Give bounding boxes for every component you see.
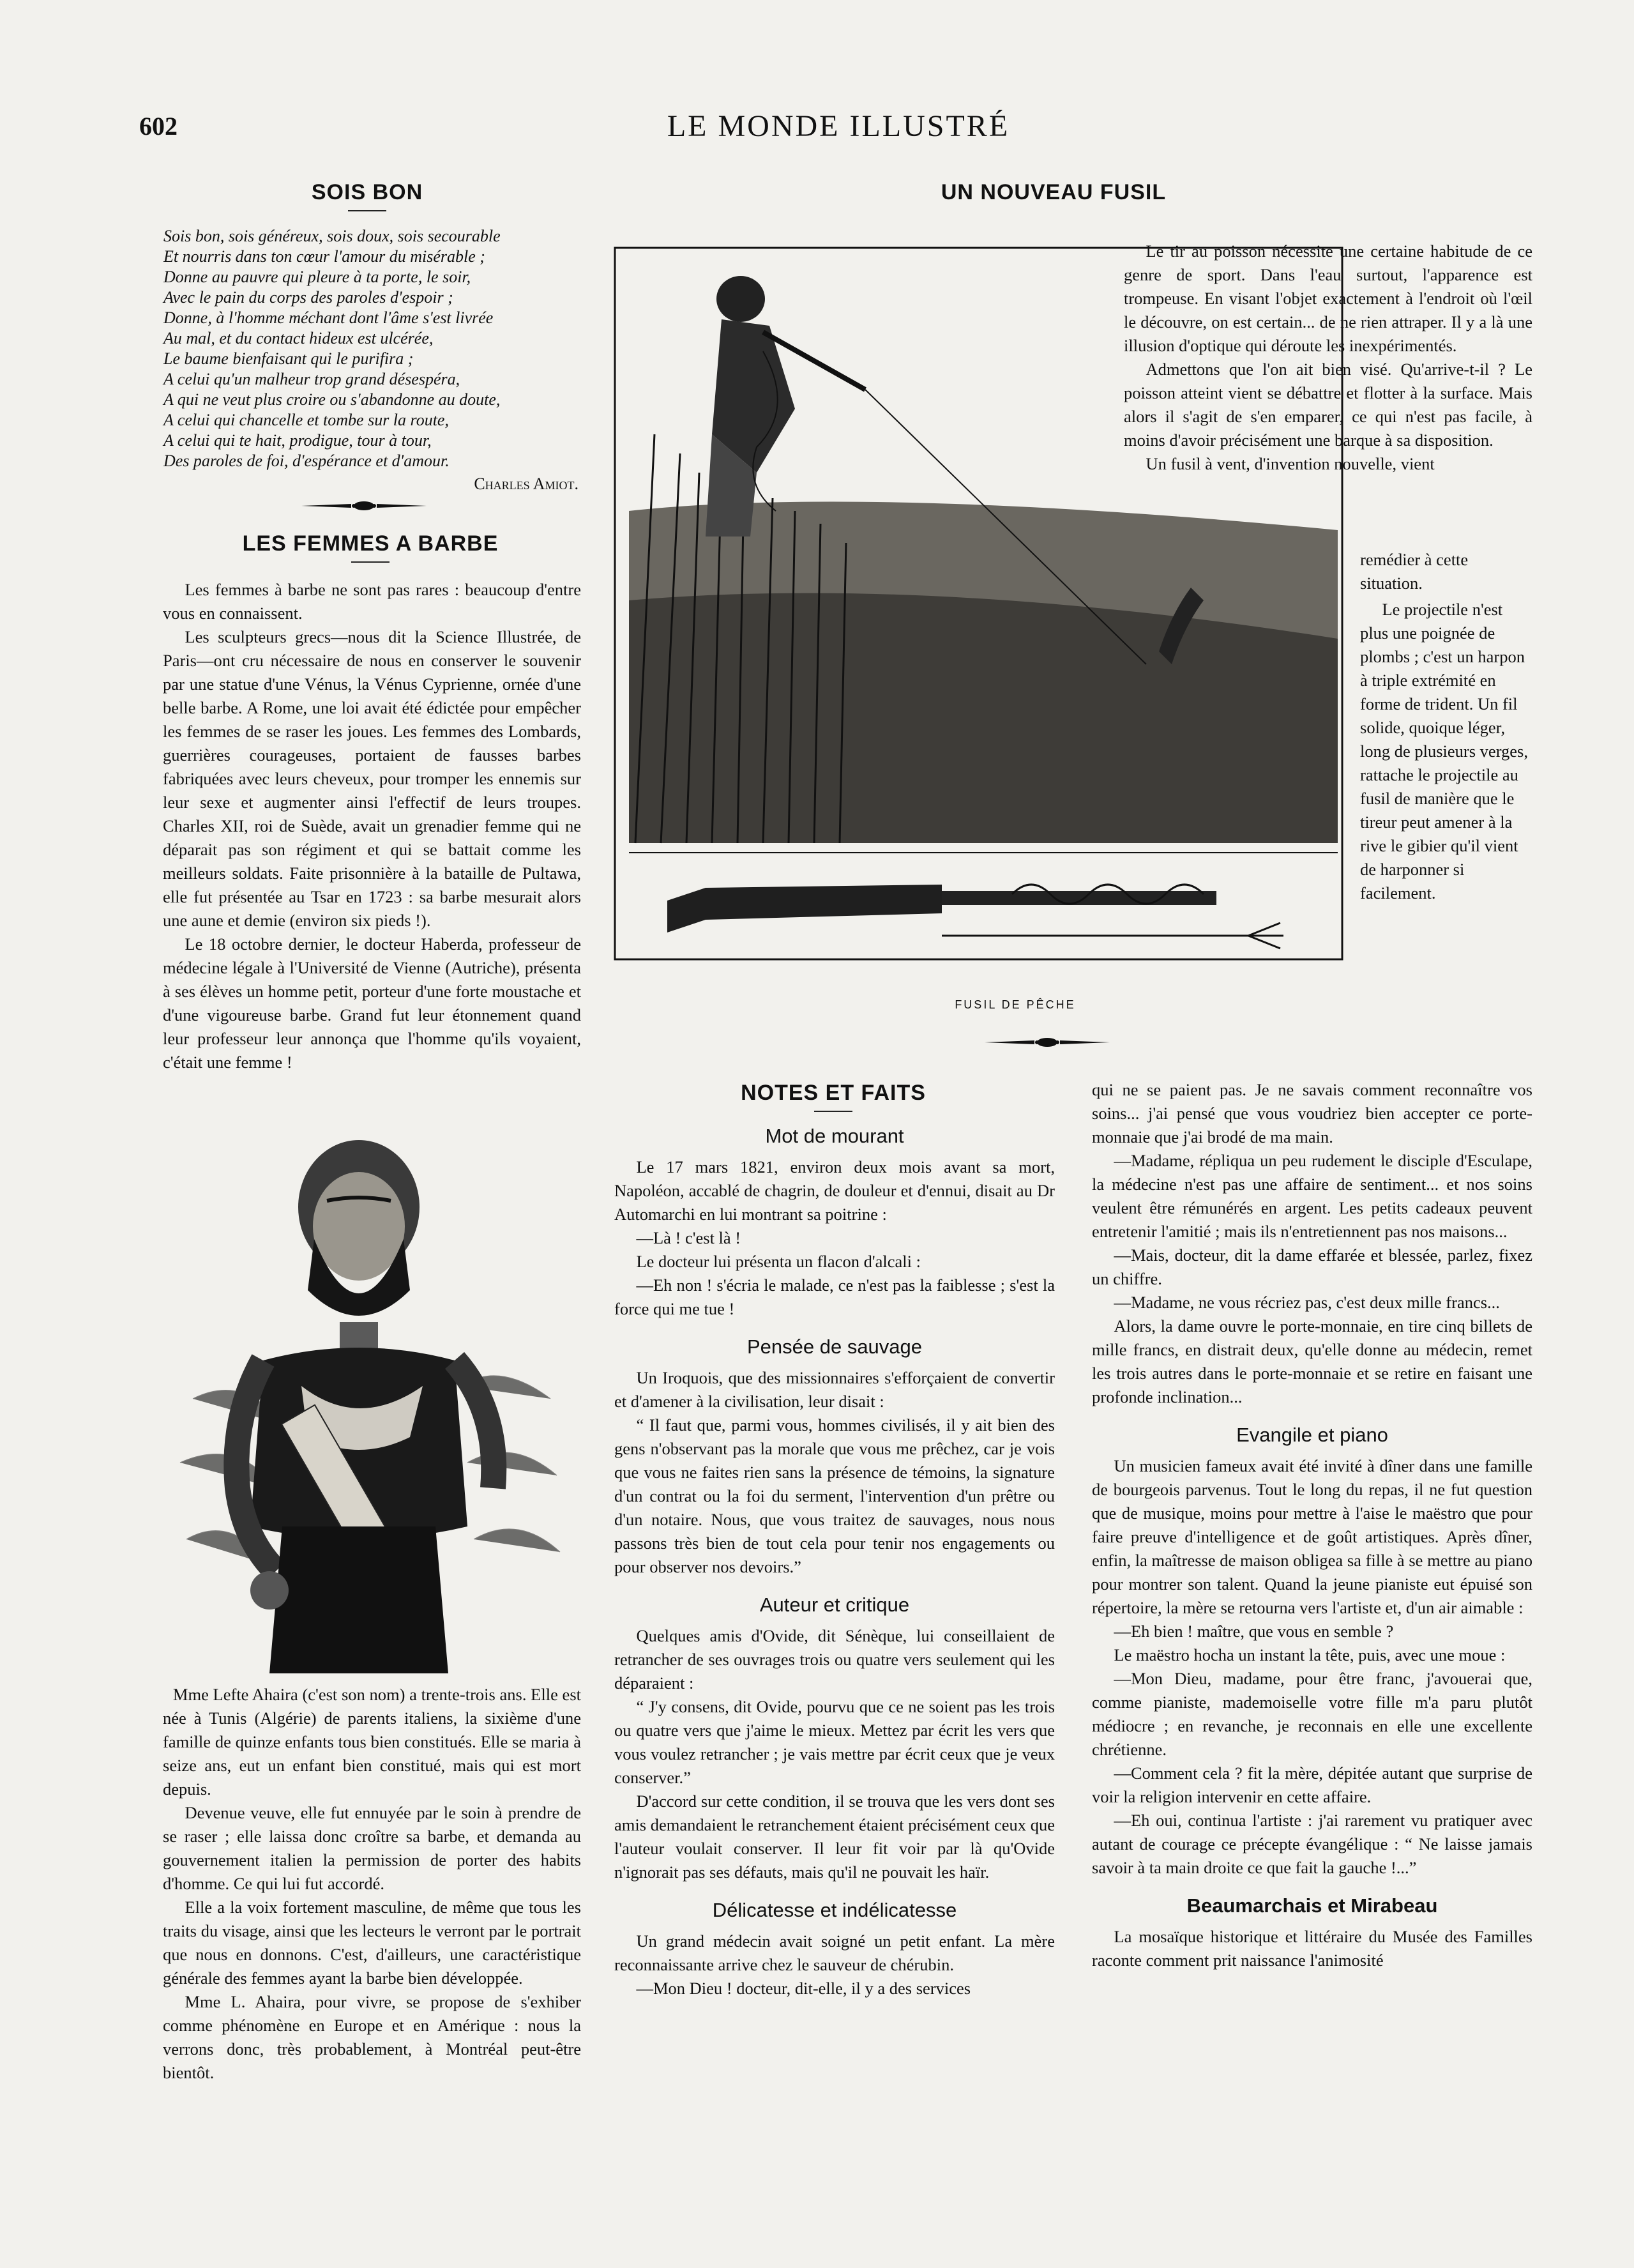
- poem-line: Donne au pauvre qui pleure à ta porte, le soir,: [163, 268, 471, 286]
- paragraph: —Mon Dieu, madame, pour être franc, j'avouerai que, comme pianiste, mademoiselle votre fille m'a paru plutôt médiocre ; en revanche, je reconnais en elle une excellente chrétienne.: [1092, 1669, 1532, 1759]
- paragraph: La mosaïque historique et littéraire du Musée des Familles raconte comment prit naissance l'animosité: [1092, 1927, 1532, 1970]
- poem-body: [163, 226, 579, 494]
- page-number: 602: [139, 112, 178, 141]
- fusil-body-narrow: [1360, 548, 1532, 905]
- paragraph: Admettons que l'on ait bien visé. Qu'arrive-t-il ? Le poisson atteint vient se débattre et flotter à la surface. Mais alors il s'agit de s'en emparer, ce qui n'est pas facile, à moins d'avoir précisément une barque à sa disposition.: [1124, 360, 1532, 450]
- section-heading: Mot de mourant: [765, 1125, 904, 1147]
- notes-column: [614, 1124, 1055, 2000]
- paragraph: D'accord sur cette condition, il se trouva que les vers dont ses amis demandaient le retranchement étaient précisément ceux que l'auteur voulait conserver. Il leur fit voir par là qu'Ovide n'ignorait pas ses défauts, mais qu'il ne pouvait les haïr.: [614, 1792, 1055, 1882]
- paragraph: Quelques amis d'Ovide, dit Sénèque, lui conseillaient de retrancher de ses ouvrages trois ou quatre vers seulement qui les déparaient :: [614, 1626, 1055, 1693]
- bearded-woman-portrait: [167, 1130, 570, 1673]
- title-rule: [351, 561, 390, 563]
- paragraph: Mme L. Ahaira, pour vivre, se propose de s'exhiber comme phénomène en Europe et en Amérique : nous la verrons donc, très probablement, à Montréal peut-être bientôt.: [163, 1992, 581, 2082]
- poem-line: Donne, à l'homme méchant dont l'âme s'est livrée: [163, 308, 494, 327]
- paragraph: Devenue veuve, elle fut ennuyée par le soin à prendre de se raser ; elle laissa donc croître sa barbe, et demanda au gouvernement italien la permission de porter des habits d'homme. Ce qui lui fut accordé.: [163, 1803, 581, 1893]
- femmes-body: [163, 578, 581, 1074]
- paragraph: Le tir au poisson nécessite une certaine habitude de ce genre de sport. Dans l'eau surtout, l'apparence est trompeuse. En visant l'objet exactement à l'endroit où l'œil le découvre, on est certain... de ne rien attraper. Il y a là une illusion d'optique qui déroute les inexpérimentés.: [1124, 241, 1532, 355]
- fusil-heading: [894, 180, 1213, 205]
- notes-title: NOTES ET FAITS: [741, 1081, 926, 1105]
- paragraph: Le maëstro hocha un instant la tête, puis, avec une moue :: [1114, 1645, 1506, 1664]
- paragraph: —Eh bien ! maître, que vous en semble ?: [1114, 1622, 1394, 1641]
- paragraph: Les sculpteurs grecs—nous dit la Science Illustrée, de Paris—ont cru nécessaire de nous en conserver le souvenir par une statue d'une Vénus, la Vénus Cyprienne, ornée d'une belle barbe. A Rome, une loi avait été édictée pour empêcher les femmes de se raser les joues. Les femmes des Lombards, guerrières courageuses, portaient de fausses barbes fabriquées avec leurs cheveux, pour tromper les ennemis sur leur sexe et augmenter ainsi l'effectif de leurs troupes. Charles XII, roi de Suède, avait un grenadier femme qui ne déparait pas son régiment et qui se battait comme les meilleurs soldats. Faite prisonnière à la bataille de Pultawa, elle fut présentée au Tsar en 1723 : sa barbe mesurait alors une aune et demie (environ six pieds !).: [163, 627, 581, 930]
- poem-line: A celui qui te hait, prodigue, tour à tour,: [163, 431, 432, 450]
- poem-line: Au mal, et du contact hideux est ulcérée,: [163, 329, 434, 347]
- paragraph: —Eh non ! s'écria le malade, ce n'est pas la faiblesse ; s'est la force qui me tue !: [614, 1275, 1055, 1318]
- paragraph: Alors, la dame ouvre le porte-monnaie, en tire cinq billets de mille francs, en distrait deux, qu'elle donne au médecin, remet les trois autres dans le porte-monnaie et se retire en faisant une profonde inclination...: [1092, 1316, 1532, 1406]
- section-heading: Auteur et critique: [759, 1594, 910, 1616]
- paragraph: “ J'y consens, dit Ovide, pourvu que ce ne soient pas les trois ou quatre vers que j'aime le mieux. Mettez par écrit les vers que vous voulez retrancher ; je vais mettre par écrit ceux que je veux conserver.”: [614, 1697, 1055, 1787]
- poem-line: Sois bon, sois généreux, sois doux, sois secourable: [163, 227, 501, 245]
- paragraph: Elle a la voix fortement masculine, de même que tous les traits du visage, ainsi que les lecteurs le verront par le portrait que nous en donnons. C'est, d'ailleurs, une caractéristique générale des femmes ayant la barbe bien développée.: [163, 1898, 581, 1988]
- paragraph: —Mon Dieu ! docteur, dit-elle, il y a des services: [636, 1979, 971, 1998]
- femmes-title: LES FEMMES A BARBE: [242, 531, 499, 556]
- paragraph: —Comment cela ? fit la mère, dépitée autant que surprise de voir la religion intervenir en cette affaire.: [1092, 1763, 1532, 1806]
- title-rule: [814, 1111, 852, 1112]
- poem-line: Et nourris dans ton cœur l'amour du misérable ;: [163, 247, 485, 266]
- section-heading: Pensée de sauvage: [746, 1336, 923, 1358]
- paragraph: Un musicien fameux avait été invité à dîner dans une famille de bourgeois parvenus. Tout le long du repas, il ne fut question que de musique, moins pour mettre à l'aise le maëstro que pour faire preuve d'intelligence et de goût artistiques. Après dîner, enfin, la maîtresse de maison obligea sa fille à se mettre au piano pour montrer son talent. Quand la jeune pianiste eut épuisé son répertoire, la mère se retourna vers l'artiste et, d'un air aimable :: [1092, 1456, 1532, 1617]
- notes-heading: [613, 1081, 1054, 1112]
- section-heading: Délicatesse et indélicatesse: [712, 1899, 957, 1921]
- poem-line: Avec le pain du corps des paroles d'espoir ;: [163, 288, 453, 307]
- paragraph: qui ne se paient pas. Je ne savais comment reconnaître vos soins... j'ai pensé que vous voudriez bien accepter ce porte-monnaie que j'ai brodé de ma main.: [1092, 1080, 1532, 1146]
- illustration-caption: FUSIL DE PÊCHE: [955, 998, 1076, 1011]
- poem-line: A celui qu'un malheur trop grand désespéra,: [163, 370, 460, 388]
- title-rule: [348, 210, 386, 211]
- paragraph: Un grand médecin avait soigné un petit enfant. La mère reconnaissante arrive chez le sauveur de chérubin.: [614, 1931, 1055, 1974]
- paragraph: Le 17 mars 1821, environ deux mois avant sa mort, Napoléon, accablé de chagrin, de douleur et d'ennui, disait au Dr Automarchi en lui montrant sa poitrine :: [614, 1157, 1055, 1224]
- paragraph: —Madame, ne vous récriez pas, c'est deux mille francs...: [1114, 1293, 1500, 1312]
- journal-title: LE MONDE ILLUSTRÉ: [667, 109, 1010, 143]
- paragraph: —Madame, répliqua un peu rudement le disciple d'Esculape, la médecine n'est pas une affaire de sentiment... et nos soins veulent être rémunérés en argent. Les petits cadeaux peuvent entretenir l'amitié ; mais ils n'entretiennent pas nos maisons...: [1092, 1151, 1532, 1241]
- paragraph: Les femmes à barbe ne sont pas rares : beaucoup d'entre vous en connaissent.: [163, 580, 581, 623]
- paragraph: Le docteur lui présenta un flacon d'alcali :: [636, 1252, 921, 1271]
- femmes-heading: [160, 531, 581, 568]
- paragraph: Un fusil à vent, d'invention nouvelle, vient: [1146, 454, 1435, 473]
- paragraph: “ Il faut que, parmi vous, hommes civilisés, il y ait bien des gens n'observant pas la morale que vous me prêchez, car je vois que vous ne faites rien sans la présence de témoins, la signature d'un contrat ou la foi du serment, l'intervention d'un prêtre ou d'un notaire. Nous, que vous traitez de sauvages, nous nous passons très bien de tout cela pour tenir nos engagements ou pour observer nos devoirs.”: [614, 1415, 1055, 1576]
- paragraph: —Eh oui, continua l'artiste : j'ai rarement vu pratiquer avec autant de courage ce précepte évangélique : “ Ne laisse jamais savoir à ta main droite ce que fait la gauche !...”: [1092, 1811, 1532, 1877]
- poem-line: Le baume bienfaisant qui le purifira ;: [163, 349, 414, 368]
- poem-title: SOIS BON: [311, 180, 423, 204]
- ornamental-separator: [300, 499, 428, 512]
- poem-line: A qui ne veut plus croire ou s'abandonne au doute,: [163, 390, 501, 409]
- poem-line: A celui qui chancelle et tombe sur la route,: [163, 411, 449, 429]
- section-heading: Evangile et piano: [1236, 1424, 1388, 1446]
- ornamental-separator: [983, 1036, 1111, 1049]
- fusil-title: UN NOUVEAU FUSIL: [941, 180, 1167, 204]
- paragraph: Mme Lefte Ahaira (c'est son nom) a trente-trois ans. Elle est née à Tunis (Algérie) de parents italiens, la sixième d'une famille de quinze enfants tous bien constitués. Elle se maria à seize ans, eut un enfant bien constitué, mais qui est mort depuis.: [163, 1685, 581, 1799]
- poem-section: [160, 180, 575, 218]
- femmes-body-continued: [163, 1683, 581, 2085]
- paragraph: —Mais, docteur, dit la dame effarée et blessée, parlez, fixez un chiffre.: [1092, 1245, 1532, 1288]
- running-head: [139, 109, 1538, 147]
- paragraph: Le projectile n'est plus une poignée de plombs ; c'est un harpon à triple extrémité en forme de trident. Un fil solide, quoique léger, long de plusieurs verges, rattache le projectile au fusil de manière que le tireur peut amener à la rive le gibier qu'il vient de harponner si facilement.: [1360, 600, 1528, 902]
- fusil-body: [1124, 240, 1532, 476]
- paragraph: Le 18 octobre dernier, le docteur Haberda, professeur de médecine légale à l'Université de Vienne (Autriche), présenta à ses élèves un homme petit, porteur d'une forte moustache et d'une vigoureuse barbe. Grand fut leur étonnement quand leur professeur leur annonça que l'homme qu'ils voyaient, c'était une femme !: [163, 934, 581, 1072]
- paragraph: —Là ! c'est là !: [636, 1228, 741, 1247]
- poem-signature: Charles Amiot.: [474, 475, 579, 493]
- right-column: [1092, 1078, 1532, 1972]
- poem-line: Des paroles de foi, d'espérance et d'amour.: [163, 452, 450, 470]
- paragraph: remédier à cette situation.: [1360, 550, 1469, 593]
- paragraph: Un Iroquois, que des missionnaires s'efforçaient de convertir et d'amener à la civilisation, leur disait :: [614, 1368, 1055, 1411]
- section-heading: Beaumarchais et Mirabeau: [1186, 1894, 1438, 1917]
